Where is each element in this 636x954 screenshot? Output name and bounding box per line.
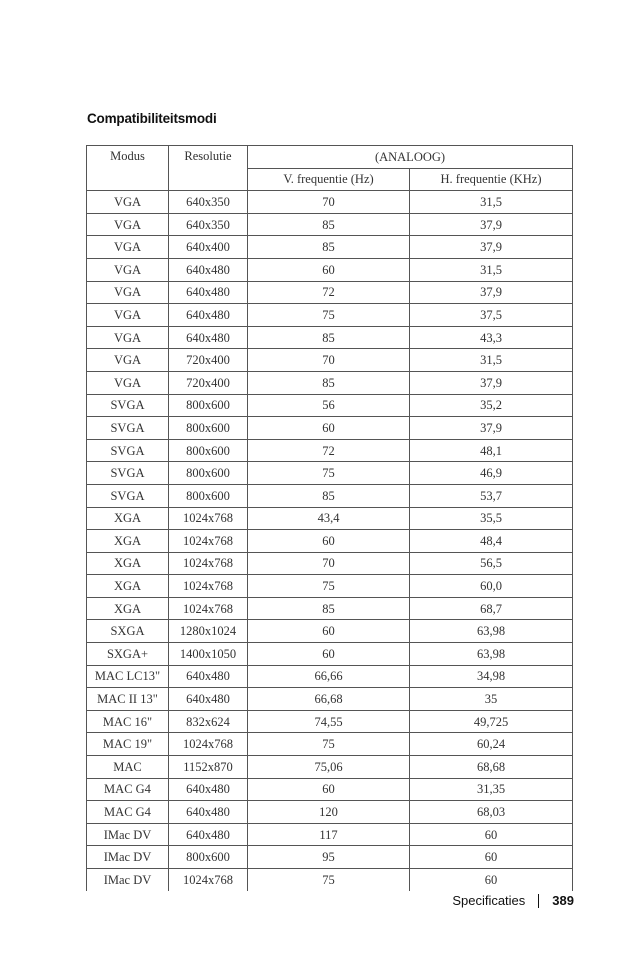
cell-v-frequentie: 75 (248, 869, 410, 891)
cell-v-frequentie: 75 (248, 462, 410, 485)
cell-resolutie: 1024x768 (169, 733, 248, 756)
cell-h-frequentie: 35 (410, 688, 573, 711)
cell-resolutie: 1024x768 (169, 597, 248, 620)
cell-v-frequentie: 60 (248, 530, 410, 553)
cell-h-frequentie: 63,98 (410, 643, 573, 666)
header-resolutie: Resolutie (169, 146, 248, 191)
cell-resolutie: 800x600 (169, 439, 248, 462)
cell-v-frequentie: 70 (248, 349, 410, 372)
cell-v-frequentie: 85 (248, 213, 410, 236)
table-row (87, 462, 573, 485)
table-row (87, 191, 573, 214)
cell-modus: MAC (87, 756, 169, 779)
cell-modus: VGA (87, 191, 169, 214)
cell-resolutie: 640x480 (169, 688, 248, 711)
cell-resolutie: 720x400 (169, 371, 248, 394)
cell-h-frequentie: 63,98 (410, 620, 573, 643)
cell-h-frequentie: 35,5 (410, 507, 573, 530)
cell-h-frequentie: 31,5 (410, 258, 573, 281)
page-number: 389 (552, 893, 574, 908)
cell-resolutie: 640x480 (169, 258, 248, 281)
footer-divider (538, 894, 539, 908)
table-row (87, 869, 573, 891)
table-row (87, 597, 573, 620)
cell-modus: VGA (87, 258, 169, 281)
cell-h-frequentie: 34,98 (410, 665, 573, 688)
table-row (87, 846, 573, 869)
cell-modus: VGA (87, 281, 169, 304)
cell-v-frequentie: 60 (248, 258, 410, 281)
cell-resolutie: 640x400 (169, 236, 248, 259)
cell-v-frequentie: 56 (248, 394, 410, 417)
cell-modus: VGA (87, 213, 169, 236)
table-row (87, 304, 573, 327)
cell-resolutie: 640x480 (169, 304, 248, 327)
table-row (87, 349, 573, 372)
cell-h-frequentie: 60 (410, 823, 573, 846)
cell-h-frequentie: 68,68 (410, 756, 573, 779)
cell-resolutie: 1024x768 (169, 575, 248, 598)
cell-resolutie: 640x350 (169, 191, 248, 214)
cell-h-frequentie: 60,0 (410, 575, 573, 598)
cell-modus: MAC G4 (87, 778, 169, 801)
cell-v-frequentie: 70 (248, 552, 410, 575)
cell-modus: MAC II 13" (87, 688, 169, 711)
cell-v-frequentie: 75 (248, 575, 410, 598)
table-row (87, 530, 573, 553)
cell-v-frequentie: 60 (248, 417, 410, 440)
cell-modus: MAC LC13" (87, 665, 169, 688)
header-h-frequentie: H. frequentie (KHz) (410, 168, 573, 191)
cell-v-frequentie: 85 (248, 326, 410, 349)
cell-v-frequentie: 60 (248, 778, 410, 801)
cell-modus: VGA (87, 371, 169, 394)
cell-h-frequentie: 60,24 (410, 733, 573, 756)
header-v-frequentie: V. frequentie (Hz) (248, 168, 410, 191)
cell-v-frequentie: 85 (248, 597, 410, 620)
page-footer (452, 893, 574, 908)
cell-modus: IMac DV (87, 869, 169, 891)
table-row (87, 733, 573, 756)
cell-h-frequentie: 37,9 (410, 236, 573, 259)
cell-v-frequentie: 95 (248, 846, 410, 869)
cell-h-frequentie: 37,9 (410, 281, 573, 304)
table-row (87, 213, 573, 236)
cell-v-frequentie: 75 (248, 304, 410, 327)
cell-modus: VGA (87, 349, 169, 372)
cell-resolutie: 800x600 (169, 462, 248, 485)
cell-v-frequentie: 60 (248, 643, 410, 666)
table-row (87, 507, 573, 530)
cell-modus: VGA (87, 326, 169, 349)
cell-resolutie: 640x480 (169, 665, 248, 688)
table-row (87, 417, 573, 440)
table-row (87, 801, 573, 824)
cell-resolutie: 1400x1050 (169, 643, 248, 666)
table-row (87, 575, 573, 598)
cell-resolutie: 1024x768 (169, 530, 248, 553)
cell-modus: SVGA (87, 394, 169, 417)
table-row (87, 236, 573, 259)
cell-modus: IMac DV (87, 846, 169, 869)
cell-h-frequentie: 37,5 (410, 304, 573, 327)
cell-v-frequentie: 75 (248, 733, 410, 756)
cell-v-frequentie: 70 (248, 191, 410, 214)
cell-modus: MAC 16" (87, 710, 169, 733)
table-row (87, 688, 573, 711)
cell-v-frequentie: 120 (248, 801, 410, 824)
cell-h-frequentie: 31,35 (410, 778, 573, 801)
cell-h-frequentie: 60 (410, 846, 573, 869)
cell-v-frequentie: 74,55 (248, 710, 410, 733)
cell-modus: VGA (87, 304, 169, 327)
cell-h-frequentie: 53,7 (410, 484, 573, 507)
cell-resolutie: 1024x768 (169, 552, 248, 575)
cell-resolutie: 1024x768 (169, 869, 248, 891)
cell-h-frequentie: 68,03 (410, 801, 573, 824)
cell-h-frequentie: 48,4 (410, 530, 573, 553)
cell-modus: SVGA (87, 484, 169, 507)
cell-h-frequentie: 43,3 (410, 326, 573, 349)
table-row (87, 665, 573, 688)
cell-v-frequentie: 66,66 (248, 665, 410, 688)
cell-modus: IMac DV (87, 823, 169, 846)
cell-h-frequentie: 60 (410, 869, 573, 891)
cell-modus: XGA (87, 507, 169, 530)
table-row (87, 281, 573, 304)
cell-v-frequentie: 75,06 (248, 756, 410, 779)
cell-h-frequentie: 37,9 (410, 213, 573, 236)
cell-modus: MAC G4 (87, 801, 169, 824)
cell-resolutie: 720x400 (169, 349, 248, 372)
header-modus: Modus (87, 146, 169, 191)
cell-h-frequentie: 35,2 (410, 394, 573, 417)
table-row (87, 756, 573, 779)
cell-resolutie: 640x480 (169, 281, 248, 304)
cell-modus: MAC 19" (87, 733, 169, 756)
cell-resolutie: 640x480 (169, 801, 248, 824)
cell-h-frequentie: 46,9 (410, 462, 573, 485)
cell-modus: VGA (87, 236, 169, 259)
table-row (87, 371, 573, 394)
cell-v-frequentie: 43,4 (248, 507, 410, 530)
cell-h-frequentie: 37,9 (410, 371, 573, 394)
cell-v-frequentie: 85 (248, 236, 410, 259)
cell-modus: XGA (87, 530, 169, 553)
cell-modus: XGA (87, 575, 169, 598)
cell-modus: SVGA (87, 462, 169, 485)
cell-modus: XGA (87, 552, 169, 575)
cell-modus: SVGA (87, 417, 169, 440)
cell-resolutie: 1280x1024 (169, 620, 248, 643)
cell-v-frequentie: 60 (248, 620, 410, 643)
table-row (87, 484, 573, 507)
compatibility-table (86, 145, 573, 891)
cell-modus: SXGA+ (87, 643, 169, 666)
cell-modus: XGA (87, 597, 169, 620)
cell-h-frequentie: 31,5 (410, 349, 573, 372)
cell-v-frequentie: 85 (248, 371, 410, 394)
table-row (87, 326, 573, 349)
cell-resolutie: 640x480 (169, 326, 248, 349)
cell-v-frequentie: 66,68 (248, 688, 410, 711)
cell-resolutie: 832x624 (169, 710, 248, 733)
cell-h-frequentie: 56,5 (410, 552, 573, 575)
cell-h-frequentie: 68,7 (410, 597, 573, 620)
table-row (87, 258, 573, 281)
table-row (87, 552, 573, 575)
table-body (87, 191, 573, 891)
cell-v-frequentie: 117 (248, 823, 410, 846)
cell-modus: SVGA (87, 439, 169, 462)
cell-resolutie: 1152x870 (169, 756, 248, 779)
cell-resolutie: 800x600 (169, 846, 248, 869)
cell-resolutie: 800x600 (169, 484, 248, 507)
cell-h-frequentie: 31,5 (410, 191, 573, 214)
cell-resolutie: 640x350 (169, 213, 248, 236)
cell-resolutie: 800x600 (169, 417, 248, 440)
header-analoog: (ANALOOG) (248, 146, 573, 169)
table-row (87, 778, 573, 801)
footer-section-name: Specificaties (452, 893, 526, 908)
table-row (87, 394, 573, 417)
cell-resolutie: 1024x768 (169, 507, 248, 530)
table-row (87, 643, 573, 666)
cell-h-frequentie: 37,9 (410, 417, 573, 440)
cell-v-frequentie: 72 (248, 439, 410, 462)
cell-v-frequentie: 72 (248, 281, 410, 304)
table-row (87, 823, 573, 846)
cell-h-frequentie: 48,1 (410, 439, 573, 462)
section-title: Compatibiliteitsmodi (87, 111, 217, 126)
table-row (87, 439, 573, 462)
cell-resolutie: 640x480 (169, 823, 248, 846)
cell-resolutie: 640x480 (169, 778, 248, 801)
cell-h-frequentie: 49,725 (410, 710, 573, 733)
cell-resolutie: 800x600 (169, 394, 248, 417)
table-row (87, 710, 573, 733)
cell-modus: SXGA (87, 620, 169, 643)
table-row (87, 620, 573, 643)
cell-v-frequentie: 85 (248, 484, 410, 507)
